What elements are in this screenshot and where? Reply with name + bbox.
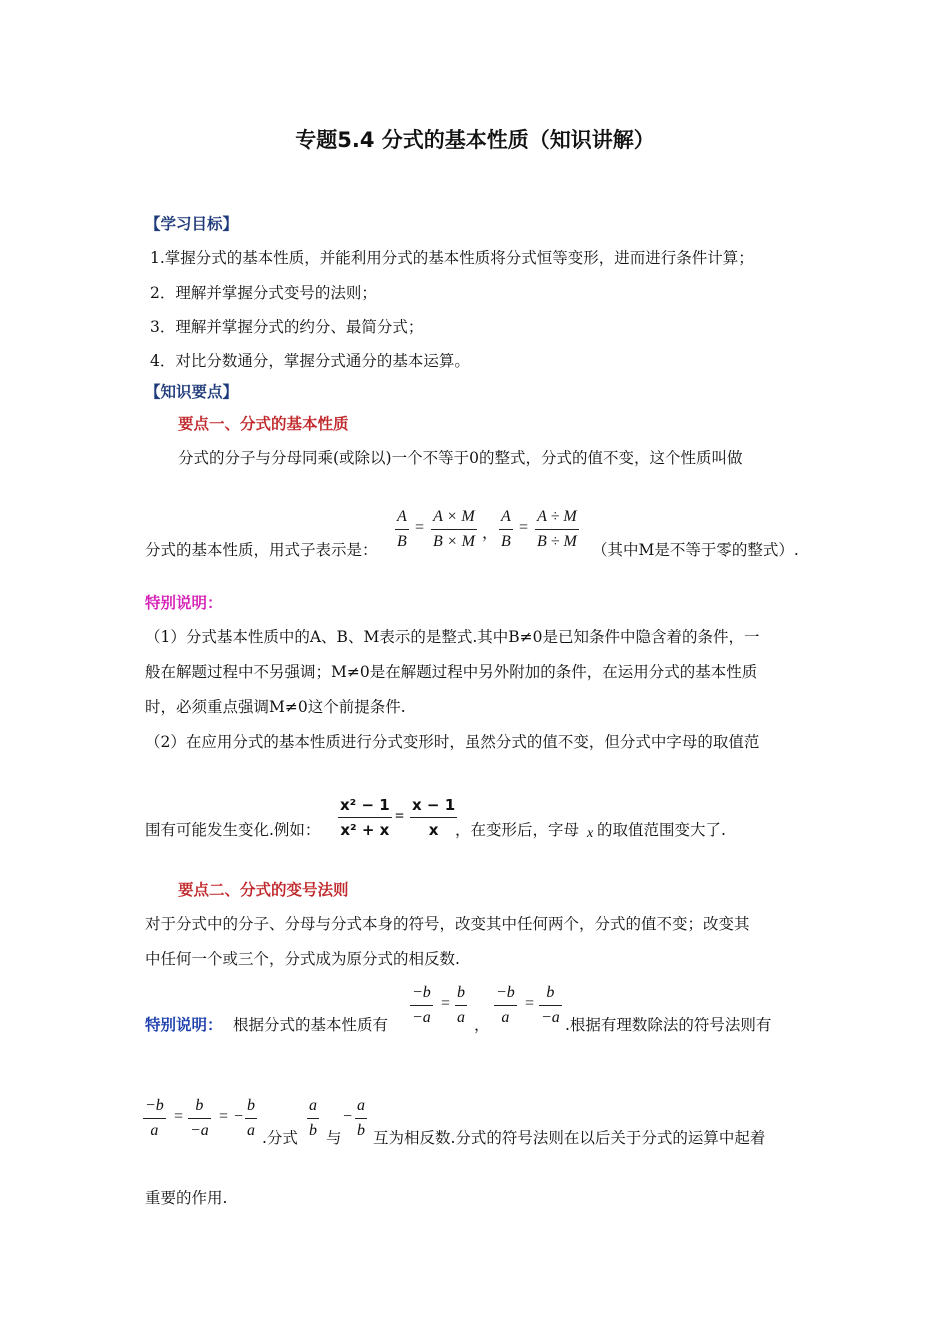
- fraction-a-over-b: $\frac{A}{B}$: [501, 508, 511, 550]
- fraction-b-over-neg-a: $\frac{b}{-a}$: [541, 984, 560, 1026]
- note1-line: 时，必须重点强调M≠0这个前提条件.: [145, 698, 406, 716]
- fraction-a-over-b: $\frac{A}{B}$: [397, 508, 407, 550]
- point1-formula-suffix: （其中M是不等于零的整式）.: [592, 541, 799, 559]
- fraction-example-right: $\frac{x - 1}{x}$: [412, 796, 456, 839]
- fraction-example-left: $\frac{\text{x² − 1}}{\text{x² + x}}$: [340, 796, 390, 839]
- fraction-a-over-b: $\frac{a}{b}$: [309, 1097, 317, 1139]
- equals-sign: =: [441, 995, 451, 1012]
- note1-heading: 特别说明：: [145, 594, 223, 612]
- point1-paragraph: 分式的分子与分母同乘(或除以)一个不等于0的整式，分式的值不变，这个性质叫做: [178, 449, 743, 467]
- equals-sign: =: [525, 995, 535, 1012]
- note1-line: （1）分式基本性质中的A、B、M表示的是整式.其中B≠0是已知条件中隐含着的条件，一: [145, 628, 760, 646]
- note1-line: （2）在应用分式的基本性质进行分式变形时，虽然分式的值不变，但分式中字母的取值范: [145, 733, 760, 751]
- point1-heading: 要点一、分式的基本性质: [178, 415, 349, 433]
- minus-sign: −: [234, 1108, 244, 1125]
- goal-item: 3．理解并掌握分式的约分、最简分式；: [150, 318, 424, 336]
- goals-heading: 【学习目标】: [145, 215, 239, 233]
- note2-text: 根据分式的基本性质有: [233, 1016, 389, 1034]
- equals-sign: =: [174, 1108, 184, 1125]
- equals-sign: =: [219, 1108, 229, 1125]
- fraction-a-over-b: $\frac{a}{b}$: [357, 1097, 365, 1139]
- fraction-neg-b-over-a: $\frac{-b}{a}$: [145, 1097, 164, 1139]
- fraction-neg-b-over-neg-a: $\frac{-b}{-a}$: [412, 984, 431, 1026]
- comma: ，: [482, 525, 499, 542]
- fraction-adivm-over-bdivm: $\frac{A \div M}{B \div M}$: [537, 508, 577, 550]
- equals-sign: =: [395, 808, 405, 825]
- equals-sign: =: [415, 519, 425, 536]
- point2-line: 中任何一个或三个，分式成为原分式的相反数.: [145, 950, 460, 968]
- fraction-neg-b-over-a: $\frac{-b}{a}$: [496, 984, 515, 1026]
- point2-line: 对于分式中的分子、分母与分式本身的符号，改变其中任何两个，分式的值不变；改变其: [145, 915, 750, 933]
- note2-heading: 特别说明：: [145, 1016, 223, 1034]
- note2-text: 互为相反数.分式的符号法则在以后关于分式的运算中起着: [373, 1129, 766, 1147]
- example-suffix-a: ，在变形后，字母: [455, 821, 580, 839]
- goal-item: 2．理解并掌握分式变号的法则；: [150, 284, 377, 302]
- fraction-b-over-a: $\frac{b}{a}$: [457, 984, 465, 1026]
- example-variable: x: [587, 826, 594, 841]
- note2-text: .分式: [262, 1129, 298, 1147]
- fraction-b-over-neg-a: $\frac{b}{-a}$: [190, 1097, 209, 1139]
- note2-comma: ，: [474, 1016, 490, 1034]
- note2-closing: 重要的作用.: [145, 1189, 228, 1207]
- knowledge-heading: 【知识要点】: [145, 383, 239, 401]
- page-title: 专题5.4 分式的基本性质（知识讲解）: [295, 128, 655, 152]
- goal-item: 4．对比分数通分，掌握分式通分的基本运算。: [150, 352, 470, 370]
- fraction-b-over-a: $\frac{b}{a}$: [247, 1097, 255, 1139]
- minus-sign: −: [343, 1108, 353, 1125]
- point2-heading: 要点二、分式的变号法则: [178, 881, 349, 899]
- equals-sign: =: [519, 519, 529, 536]
- fraction-am-over-bm: $\frac{A \times M}{B \times M}$: [433, 508, 475, 550]
- goal-item: 1.掌握分式的基本性质，并能利用分式的基本性质将分式恒等变形，进而进行条件计算；: [150, 249, 754, 267]
- note2-text: .根据有理数除法的符号法则有: [565, 1016, 772, 1034]
- point1-formula-prefix: 分式的基本性质，用式子表示是：: [145, 541, 378, 559]
- note2-text: 与: [326, 1129, 342, 1147]
- example-suffix-b: 的取值范围变大了.: [597, 821, 726, 839]
- note1-line: 般在解题过程中不另强调；M≠0是在解题过程中另外附加的条件，在运用分式的基本性质: [145, 663, 758, 681]
- example-prefix: 围有可能发生变化.例如：: [145, 821, 321, 839]
